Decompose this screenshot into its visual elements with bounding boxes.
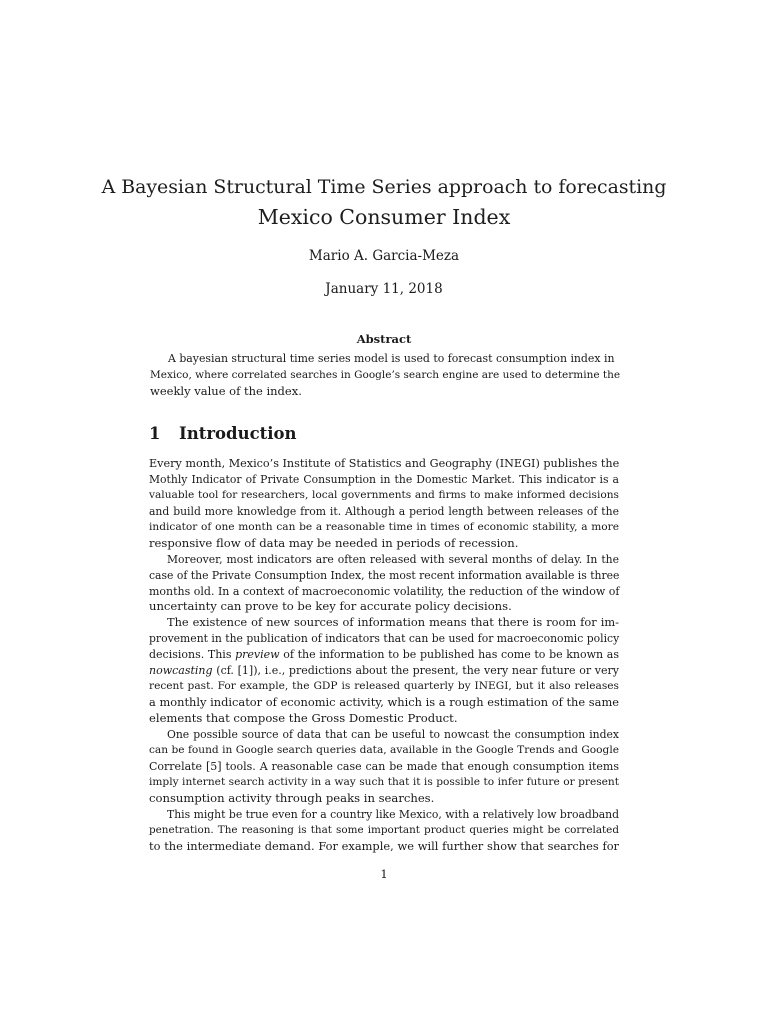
abstract-line: weekly value of the index. xyxy=(150,384,302,398)
section-title: Introduction xyxy=(179,424,297,443)
body-line: elements that compose the Gross Domestic Product. xyxy=(149,711,458,725)
body-line: a monthly indicator of economic activity, which is a rough estimation of the same xyxy=(149,695,619,710)
body-line: The existence of new sources of information means that there is room for im- xyxy=(167,615,619,630)
publication-date: January 11, 2018 xyxy=(325,281,443,297)
body-line: imply internet search activity in a way such that it is possible to infer future or present xyxy=(149,775,619,788)
paper-title xyxy=(100,172,668,232)
emphasis-text: preview xyxy=(235,648,280,662)
body-line: Moreover, most indicators are often released with several months of delay. In the xyxy=(167,552,619,566)
body-line: and build more knowledge from it. Although a period length between releases of the xyxy=(149,504,619,518)
section-number: 1 xyxy=(149,424,161,443)
body-line: to the intermediate demand. For example, we will further show that searches for xyxy=(149,838,619,853)
emphasis-text: nowcasting xyxy=(149,664,213,678)
body-text xyxy=(149,456,619,854)
body-line: decisions. This preview of the information to be published has come to be known as xyxy=(149,648,619,662)
body-line: This might be true even for a country like Mexico, with a relatively low broadband xyxy=(167,807,620,821)
page-number: 1 xyxy=(380,867,388,881)
body-line: Mothly Indicator of Private Consumption in the Domestic Market. This indicator is a xyxy=(149,472,619,486)
title-line: Mexico Consumer Index xyxy=(257,205,511,229)
body-line: Every month, Mexico’s Institute of Statistics and Geography (INEGI) publishes the xyxy=(149,457,620,470)
body-line: indicator of one month can be a reasonable time in times of economic stability, a more xyxy=(149,520,619,533)
abstract-heading: Abstract xyxy=(356,332,412,346)
body-line: penetration. The reasoning is that some important product queries might be correlated xyxy=(149,823,619,836)
section-heading xyxy=(149,422,619,446)
body-line: can be found in Google search queries data, available in the Google Trends and Google xyxy=(149,743,619,756)
abstract-body xyxy=(150,351,620,399)
body-line: valuable tool for researchers, local governments and firms to make informed decisions xyxy=(149,488,619,501)
body-line: consumption activity through peaks in searches. xyxy=(149,790,435,805)
author-name: Mario A. Garcia-Meza xyxy=(308,248,460,264)
body-line: provement in the publication of indicators that can be used for macroeconomic policy xyxy=(149,632,620,646)
body-line: months old. In a context of macroeconomic volatility, the reduction of the window of xyxy=(149,584,620,598)
abstract-line: A bayesian structural time series model is used to forecast consumption index in xyxy=(168,352,615,365)
body-line: recent past. For example, the GDP is released quarterly by INEGI, but it also releases xyxy=(149,680,619,693)
body-line: case of the Private Consumption Index, the most recent information available is three xyxy=(149,568,620,582)
body-line: responsive flow of data may be needed in periods of recession. xyxy=(149,535,519,550)
body-line: Correlate [5] tools. A reasonable case can be made that enough consumption items xyxy=(149,759,619,773)
title-line: A Bayesian Structural Time Series approach to forecasting xyxy=(101,176,667,198)
body-line: nowcasting (cf. [1]), i.e., predictions about the present, the very near future or very xyxy=(149,664,619,678)
body-line: uncertainty can prove to be key for accurate policy decisions. xyxy=(149,599,512,614)
body-line: One possible source of data that can be useful to nowcast the consumption index xyxy=(167,727,619,741)
abstract-line: Mexico, where correlated searches in Google’s search engine are used to determine the xyxy=(150,369,621,381)
